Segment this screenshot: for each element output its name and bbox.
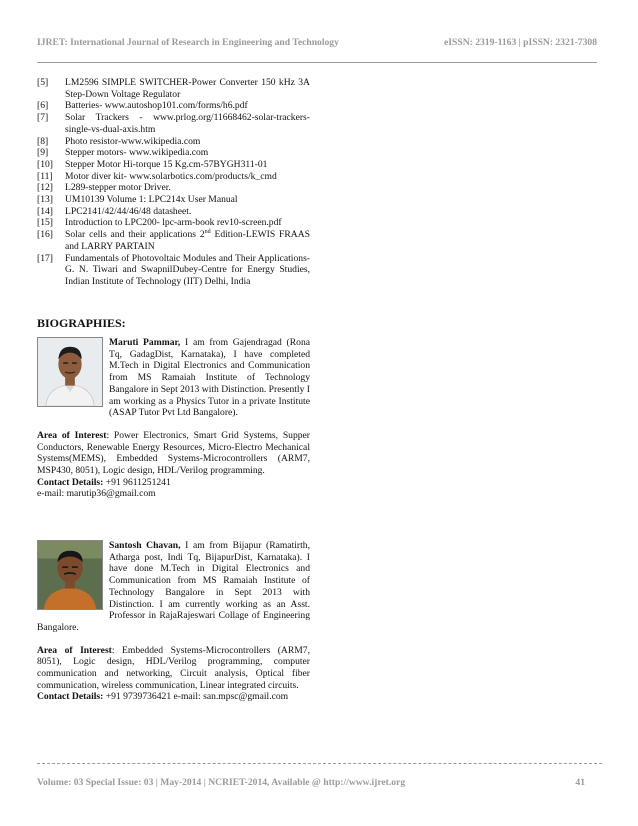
reference-item: [5] LM2596 SIMPLE SWITCHER-Power Converter 150 kHz 3A Step-Down Voltage Regulator — [37, 77, 310, 100]
footer-divider — [37, 763, 602, 764]
reference-item: [10] Stepper Motor Hi-torque 15 Kg.cm-57BYGH311-01 — [37, 158, 268, 170]
reference-item: [17] Fundamentals of Photovoltaic Modules and Their Applications- G. N. Tiwari and SwapnilDubey-Centre for Energy Studies, Indian Institute of Technology (IIT) Delhi, India — [37, 252, 310, 287]
issn-text: eISSN: 2319-1163 | pISSN: 2321-7308 — [444, 37, 597, 48]
biography-maruti-pammar: Maruti Pammar, I am from Gajendragad (Rona Tq, GadagDist, Karnataka), I have completed M.Tech in Digital Electronics and Communication from MS Ramaiah Institute of Technology Bangalore in Sept 2013 with Distinction. Presently I am working as a Physics Tutor in a private Institute (ASAP Tutor Pvt Ltd Bangalore). Area of Interest: Power Electronics, Smart Grid Systems, Supper Conductors, Renewable Energy Resources, Micro-Electro Mechanical Systems(MEMS), Embedded Systems-Microcontrollers (ARM7, MSP430, 8051), Logic design, HDL/Verilog programming. Contact Details: +91 9611251241 e-mail: marutip36@gmail.com — [37, 337, 311, 500]
reference-item: [8] Photo resistor-www.wikipedia.com — [37, 135, 201, 147]
reference-item: [12] L289-stepper motor Driver. — [37, 182, 171, 194]
footer-text: Volume: 03 Special Issue: 03 | May-2014 | NCRIET-2014, Available @ http://www.ijret.org — [37, 777, 406, 788]
reference-item: [13] UM10139 Volume 1: LPC214x User Manual — [37, 194, 238, 206]
header-divider — [37, 62, 597, 63]
reference-item: [15] Introduction to LPC200- lpc-arm-book rev10-screen.pdf — [37, 217, 282, 229]
reference-item: [6] Batteries- www.autoshop101.com/forms/h6.pdf — [37, 100, 248, 112]
author-photo — [37, 337, 103, 407]
running-footer — [37, 777, 585, 788]
reference-item: [7] Solar Trackers - www.prlog.org/11668462-solar-trackers-single-vs-dual-axis.htm — [37, 112, 310, 135]
reference-item: [11] Motor diver kit- www.solarbotics.com/products/k_cmd — [37, 170, 277, 182]
journal-title: IJRET: International Journal of Research in Engineering and Technology — [37, 37, 339, 48]
page-number: 41 — [575, 777, 585, 788]
reference-item: [16] Solar cells and their applications 2nd Edition-LEWIS FRAAS and LARRY PARTAIN — [37, 228, 310, 252]
running-header — [37, 37, 597, 48]
author-photo — [37, 540, 103, 610]
reference-item: [9] Stepper motors- www.wikipedia.com — [37, 147, 209, 159]
biographies-heading: BIOGRAPHIES: — [37, 316, 126, 330]
reference-item: [14] LPC2141/42/44/46/48 datasheet. — [37, 205, 192, 217]
biography-santosh-chavan: Santosh Chavan, I am from Bijapur (Ramatirth, Atharga post, Indi Tq, BijapurDist, Karnataka). I have done M.Tech in Digital Electronics and Communication from MS Ramaiah Institute of Technology Bangalore in Sept 2013 with Distinction. I am currently working as an Asst. Professor in RajaRajeswari Collage of Engineering Bangalore. Area of Interest: Embedded Systems-Microcontrollers (ARM7, 8051), Logic design, HDL/Verilog programming, computer communication and networking, Circuit analysis, Optical fiber communication, wireless communication, Linear integrated circuits. Contact Details: +91 9739736421 e-mail: san.mpsc@gmail.com — [37, 540, 310, 703]
references-list — [37, 77, 310, 288]
